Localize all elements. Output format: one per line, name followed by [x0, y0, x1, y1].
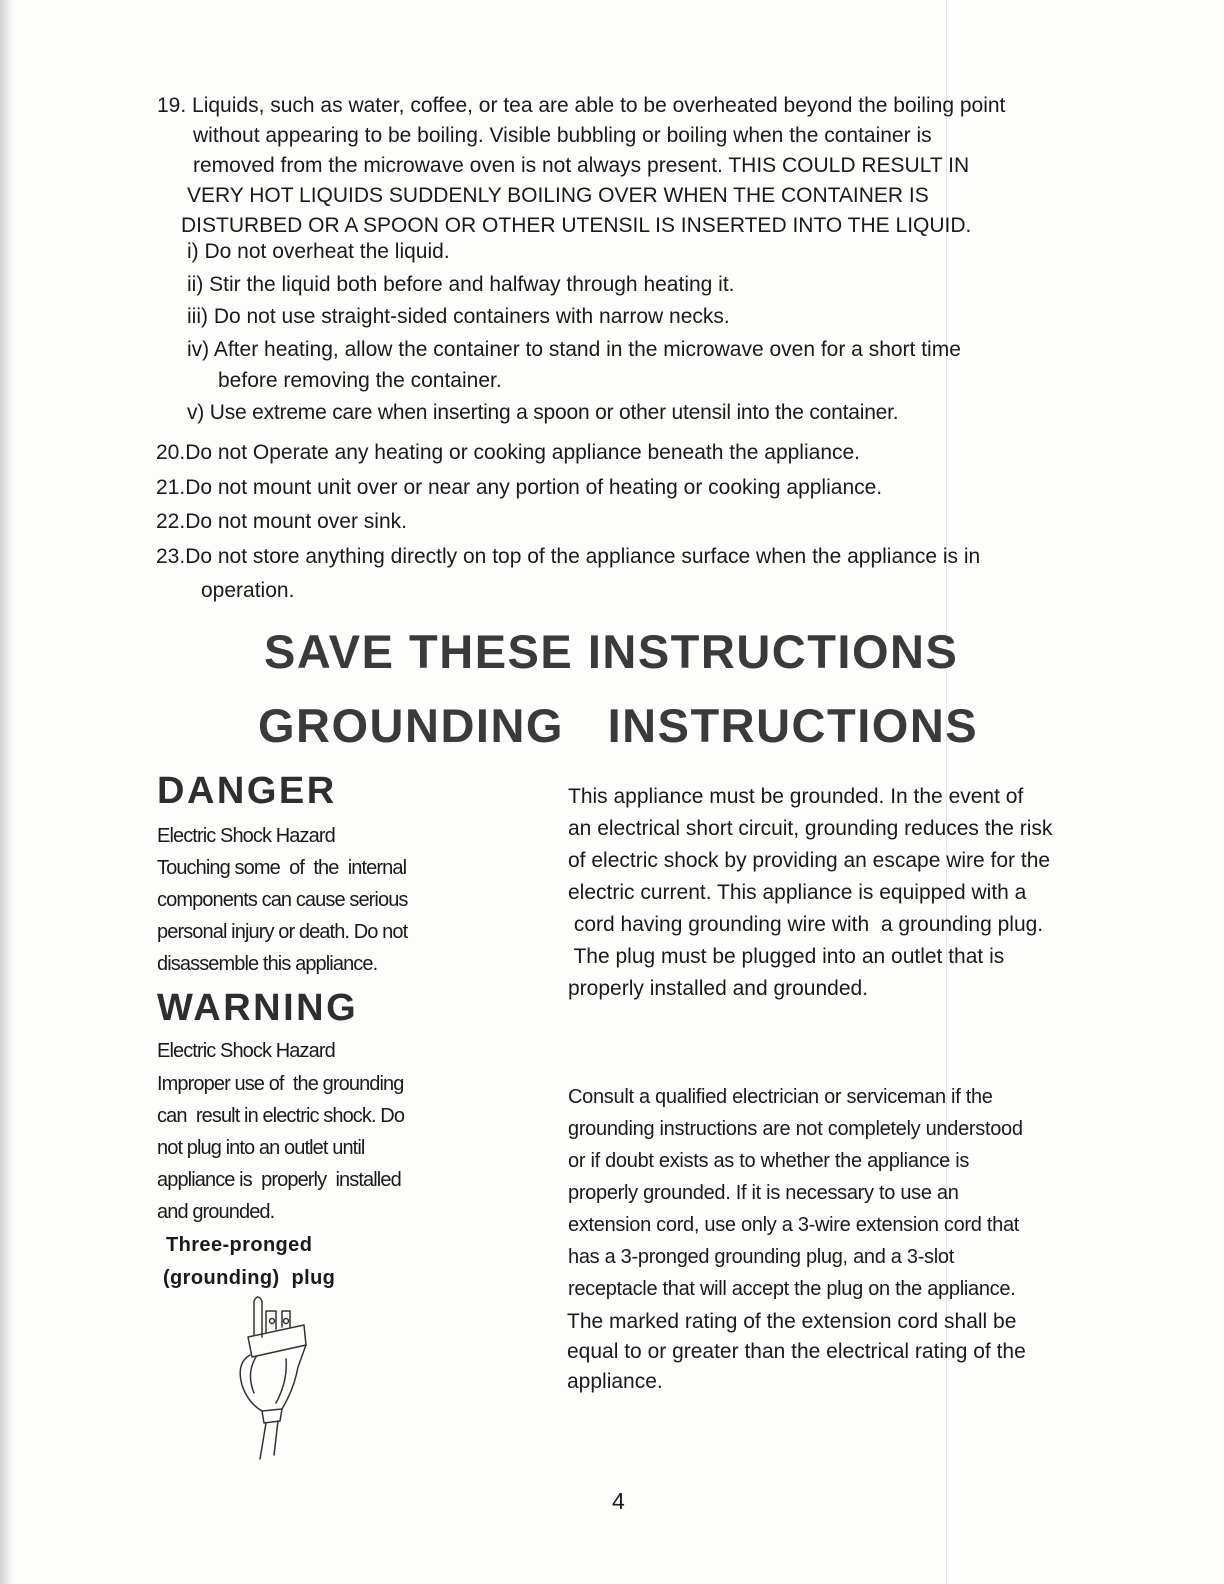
item19-sub-iii: iii) Do not use straight-sided containers with narrow necks. [187, 305, 730, 328]
item19-sub-v: v) Use extreme care when inserting a spoon or other utensil into the container. [187, 401, 899, 424]
grounding-p1-line-2: an electrical short circuit, grounding reduces the risk [568, 817, 1053, 840]
warning-line-5: and grounded. [157, 1201, 275, 1223]
grounding-p1-line-5: cord having grounding wire with a grounding plug. [568, 913, 1044, 936]
grounding-p1-line-6: The plug must be plugged into an outlet that is [568, 945, 1005, 968]
grounding-p2-line-6: has a 3-pronged grounding plug, and a 3-slot [568, 1246, 954, 1268]
grounding-p2-line-10: appliance. [567, 1370, 663, 1393]
danger-line-4: disassemble this appliance. [157, 953, 378, 975]
warning-heading: WARNING [157, 987, 359, 1029]
item19-line-1: 19. Liquids, such as water, coffee, or tea are able to be overheated beyond the boiling point [157, 94, 1006, 117]
item21: 21.Do not mount unit over or near any portion of heating or cooking appliance. [156, 476, 883, 499]
grounding-plug-icon [226, 1293, 316, 1463]
warning-subtitle: Electric Shock Hazard [157, 1040, 335, 1062]
item19-line-3: removed from the microwave oven is not always present. THIS COULD RESULT IN [193, 154, 970, 177]
warning-line-1: Improper use of the grounding [157, 1073, 404, 1095]
grounding-p2-line-9: equal to or greater than the electrical rating of the [567, 1340, 1026, 1363]
item23-line-2: operation. [201, 579, 295, 602]
item19-line-5: DISTURBED OR A SPOON OR OTHER UTENSIL IS INSERTED INTO THE LIQUID. [181, 214, 972, 237]
item19-sub-ii: ii) Stir the liquid both before and halfway through heating it. [187, 273, 735, 296]
grounding-p2-line-2: grounding instructions are not completely understood [568, 1118, 1023, 1140]
grounding-p1-line-7: properly installed and grounded. [568, 977, 869, 1000]
grounding-p2-line-4: properly grounded. If it is necessary to use an [568, 1182, 959, 1204]
item19-line-4: VERY HOT LIQUIDS SUDDENLY BOILING OVER WHEN THE CONTAINER IS [187, 184, 929, 207]
warning-line-4: appliance is properly installed [157, 1169, 401, 1191]
item19-sub-iv: iv) After heating, allow the container to stand in the microwave oven for a short time [187, 338, 961, 361]
danger-line-1: Touching some of the internal [157, 857, 407, 879]
page-number: 4 [612, 1488, 625, 1514]
grounding-p1-line-3: of electric shock by providing an escape wire for the [568, 849, 1051, 872]
grounding-p1-line-4: electric current. This appliance is equipped with a [568, 881, 1027, 904]
item19-line-2: without appearing to be boiling. Visible bubbling or boiling when the container is [193, 124, 932, 147]
grounding-p2-line-5: extension cord, use only a 3-wire extension cord that [568, 1214, 1020, 1236]
save-instructions-heading: SAVE THESE INSTRUCTIONS [264, 625, 959, 678]
item19-sub-i: i) Do not overheat the liquid. [187, 240, 450, 263]
danger-heading: DANGER [157, 770, 337, 812]
scan-shadow [0, 0, 14, 1584]
grounding-p1-line-1: This appliance must be grounded. In the event of [568, 785, 1024, 808]
plug-caption-line-1: Three-pronged [166, 1234, 313, 1256]
danger-line-3: personal injury or death. Do not [157, 921, 408, 943]
grounding-p2-line-8: The marked rating of the extension cord shall be [567, 1310, 1017, 1333]
plug-caption-line-2: (grounding) plug [163, 1267, 336, 1289]
grounding-p2-line-1: Consult a qualified electrician or serviceman if the [568, 1086, 993, 1108]
danger-subtitle: Electric Shock Hazard [157, 825, 335, 847]
item23-line-1: 23.Do not store anything directly on top of the appliance surface when the appliance is in [156, 545, 981, 568]
grounding-p2-line-3: or if doubt exists as to whether the appliance is [568, 1150, 970, 1172]
warning-line-3: not plug into an outlet until [157, 1137, 365, 1159]
item20: 20.Do not Operate any heating or cooking appliance beneath the appliance. [156, 441, 861, 464]
danger-line-2: components can cause serious [157, 889, 408, 911]
item22: 22.Do not mount over sink. [156, 510, 407, 533]
item19-sub-iv-cont: before removing the container. [218, 369, 502, 392]
grounding-p2-line-7: receptacle that will accept the plug on the appliance. [568, 1278, 1016, 1300]
grounding-instructions-heading: GROUNDING INSTRUCTIONS [258, 699, 979, 752]
warning-line-2: can result in electric shock. Do [157, 1105, 405, 1127]
